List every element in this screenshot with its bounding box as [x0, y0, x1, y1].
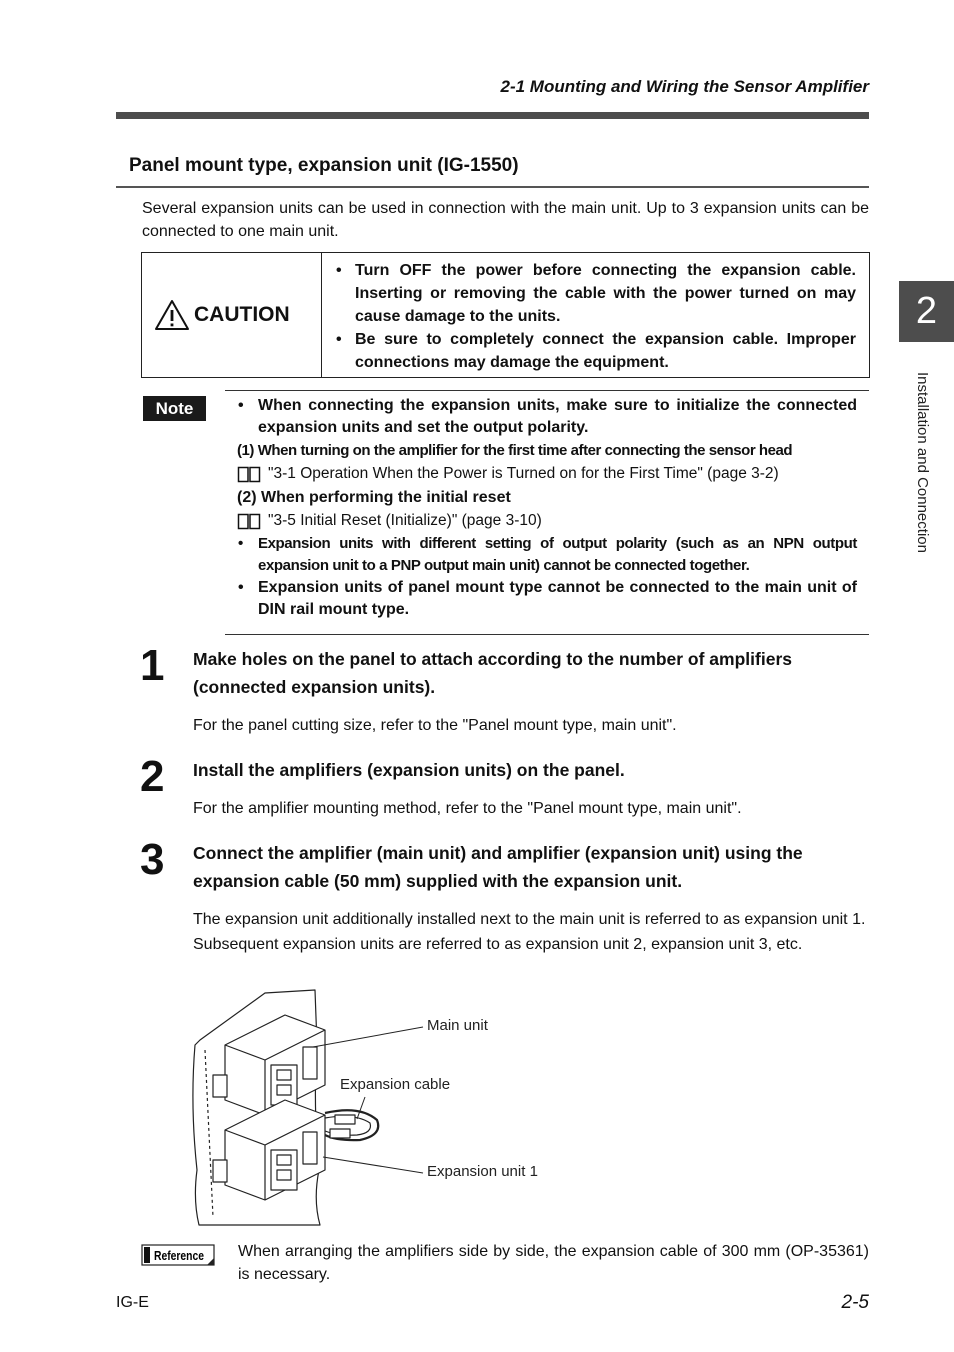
header-rule [116, 112, 869, 119]
label-expansion-unit: Expansion unit 1 [427, 1163, 538, 1180]
reference-badge [141, 1244, 217, 1270]
note-subheading: (2) When performing the initial reset [237, 489, 511, 506]
intro-paragraph: Several expansion units can be used in connection with the main unit. Up to 3 expansion units can be connected to one main unit. [142, 200, 869, 240]
footer-doc-code: IG-E [116, 1294, 149, 1311]
caution-divider [321, 253, 322, 377]
step-heading: Make holes on the panel to attach according to the number of amplifiers (connected expansion units). [193, 649, 792, 697]
note-bullet: • When connecting the expansion units, make sure to initialize the connected expansion units and set the output polarity. [237, 395, 857, 439]
book-icon [237, 466, 261, 483]
page-number: 2-5 [841, 1292, 869, 1313]
caution-label-group [154, 299, 290, 331]
label-main-unit: Main unit [427, 1017, 488, 1034]
chapter-side-label [911, 372, 933, 602]
step-heading: Connect the amplifier (main unit) and amplifier (expansion unit) using the expansion cable (50 mm) supplied with the expansion unit. [193, 843, 803, 891]
step-body: The expansion unit additionally installed next to the main unit is referred to as expansion unit 1. Subsequent expansion units are referred to as expansion unit 2, expansion unit 3, etc. [193, 911, 866, 953]
expansion-unit-illustration [185, 985, 565, 1235]
book-icon [237, 513, 261, 530]
chapter-side-label-text: Installation and Connection [914, 372, 931, 553]
step-number: 2 [140, 752, 165, 801]
warning-triangle-icon [154, 299, 190, 331]
note-content [237, 395, 857, 621]
caution-item: • Be sure to completely connect the expansion cable. Improper connections may damage the equipment. [334, 328, 856, 374]
step-heading: Install the amplifiers (expansion units) on the panel. [193, 760, 625, 780]
label-expansion-cable: Expansion cable [340, 1076, 451, 1093]
note-subheading: (1) When turning on the amplifier for the first time after connecting the sensor head [237, 442, 793, 459]
step-number: 3 [140, 835, 165, 884]
caution-label: CAUTION [194, 303, 290, 326]
caution-list [334, 259, 856, 374]
section-title: Panel mount type, expansion unit (IG-1550) [129, 155, 519, 176]
chapter-tab: 2 [899, 281, 954, 342]
note-bullet: • Expansion units with different setting of output polarity (such as an NPN output expansion unit to a PNP output main unit) cannot be connected together. [237, 533, 857, 577]
note-reference [237, 462, 857, 486]
reference-link-text: "3-5 Initial Reset (Initialize)" (page 3-10) [268, 512, 542, 529]
reference-text: When arranging the amplifiers side by side, the expansion cable of 300 mm (OP-35361) is necessary. [238, 1243, 869, 1283]
step-body: For the panel cutting size, refer to the "Panel mount type, main unit". [193, 717, 677, 734]
step-body: For the amplifier mounting method, refer to the "Panel mount type, main unit". [193, 800, 742, 817]
section-rule [116, 186, 869, 188]
caution-item: • Turn OFF the power before connecting the expansion cable. Inserting or removing the cable with the power turned on may cause damage to the units. [334, 259, 856, 328]
note-bullet: • Expansion units of panel mount type cannot be connected to the main unit of DIN rail mount type. [237, 577, 857, 621]
step-number: 1 [140, 641, 165, 690]
note-reference [237, 509, 857, 533]
reference-badge-label: Reference [154, 1248, 204, 1263]
note-rule-top [225, 390, 869, 391]
running-header: 2-1 Mounting and Wiring the Sensor Amplifier [500, 77, 869, 96]
reference-link-text: "3-1 Operation When the Power is Turned on for the First Time" (page 3-2) [268, 465, 779, 482]
note-badge: Note [143, 396, 206, 421]
caution-box [141, 252, 870, 378]
note-rule-bottom [225, 634, 869, 635]
